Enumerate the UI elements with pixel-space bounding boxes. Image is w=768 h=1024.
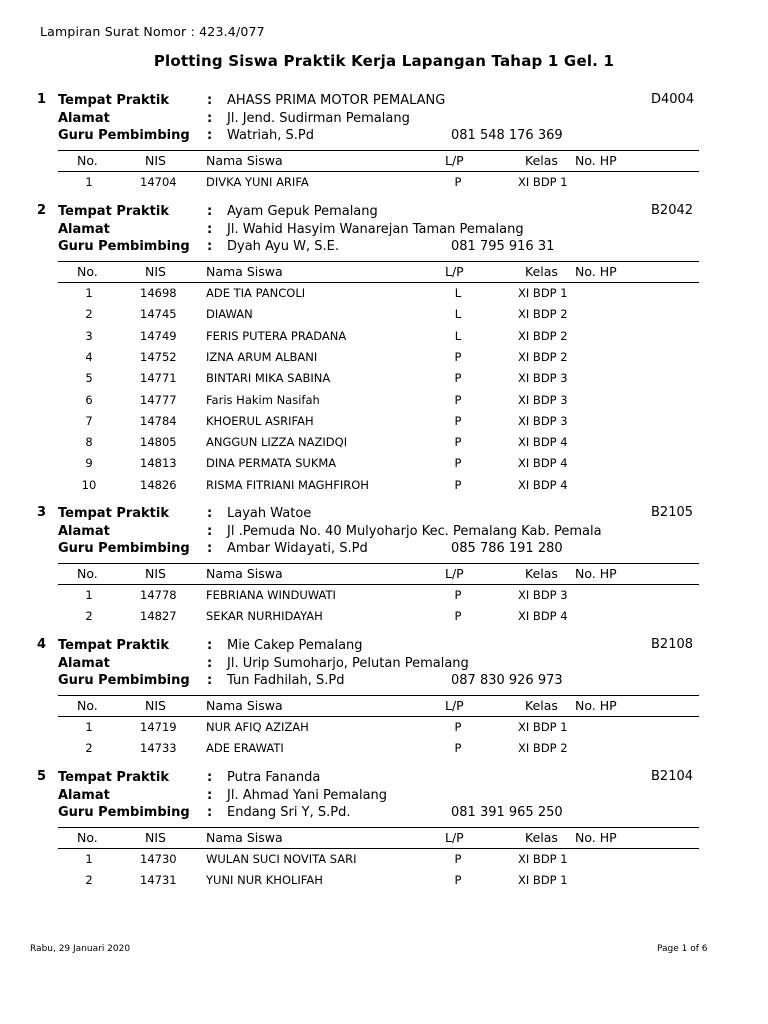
student-name: ADE TIA PANCOLI: [206, 286, 306, 300]
tempat-praktik-label: Tempat Praktik: [58, 93, 169, 108]
group-number: 2: [37, 203, 47, 218]
column-header-hp: No. HP: [575, 566, 617, 581]
colon: :: [207, 638, 213, 653]
column-header-lp: L/P: [445, 566, 464, 581]
column-header-nis: NIS: [145, 566, 166, 581]
column-header-nama: Nama Siswa: [206, 566, 283, 581]
alamat-value: Jl. Jend. Sudirman Pemalang: [227, 110, 410, 126]
column-header-no: No.: [77, 698, 98, 713]
table-row: [0, 435, 768, 453]
student-class: XI BDP 3: [518, 371, 568, 386]
tempat-praktik-value: Layah Watoe: [227, 506, 312, 521]
guru-pembimbing-label: Guru Pembimbing: [58, 805, 190, 820]
colon: :: [207, 93, 213, 108]
student-gender: P: [454, 873, 462, 888]
colon: :: [207, 541, 213, 556]
student-nis: 14777: [140, 392, 177, 407]
guru-pembimbing-value: Tun Fadhilah, S.Pd: [227, 673, 345, 688]
column-header-no: No.: [77, 153, 98, 168]
guru-pembimbing-value: Ambar Widayati, S.Pd: [227, 541, 368, 556]
tempat-praktik-value: Ayam Gepuk Pemalang: [227, 204, 378, 219]
student-class: XI BDP 4: [518, 609, 568, 624]
table-row: [0, 456, 768, 474]
student-gender: P: [454, 371, 462, 386]
table-row: [0, 350, 768, 368]
student-gender: P: [454, 477, 462, 492]
alamat-line: [0, 523, 768, 540]
student-nis: 14826: [140, 477, 177, 492]
student-no: 8: [85, 435, 93, 450]
group-number: 3: [37, 505, 47, 520]
student-gender: P: [454, 456, 462, 471]
student-gender: P: [454, 392, 462, 407]
column-header-lp: L/P: [445, 698, 464, 713]
guru-pembimbing-line: [0, 672, 768, 689]
colon: :: [207, 805, 213, 820]
student-gender: P: [454, 588, 462, 602]
student-gender: P: [454, 175, 462, 189]
table-row: [0, 175, 768, 193]
student-no: 4: [85, 349, 93, 364]
group-number: 5: [37, 769, 47, 784]
student-name: DIAWAN: [206, 307, 253, 322]
student-class: XI BDP 1: [518, 873, 568, 888]
table-row: [0, 588, 768, 606]
student-class: XI BDP 3: [518, 588, 568, 602]
alamat-label: Alamat: [58, 523, 110, 539]
guru-pembimbing-label: Guru Pembimbing: [58, 673, 190, 688]
student-no: 10: [81, 477, 97, 492]
student-no: 1: [85, 720, 93, 734]
student-nis: 14771: [140, 371, 177, 386]
column-header-nis: NIS: [145, 830, 166, 845]
student-name: Faris Hakim Nasifah: [206, 392, 320, 407]
alamat-line: [0, 787, 768, 804]
student-gender: P: [454, 720, 462, 734]
student-gender: P: [454, 435, 462, 450]
student-name: IZNA ARUM ALBANI: [206, 349, 318, 364]
student-name: ADE ERAWATI: [206, 741, 284, 756]
column-header-kelas: Kelas: [525, 153, 558, 168]
table-row: [0, 371, 768, 389]
student-class: XI BDP 1: [518, 286, 568, 300]
student-name: SEKAR NURHIDAYAH: [206, 609, 323, 624]
table-header: [58, 695, 699, 717]
student-no: 9: [85, 456, 93, 471]
student-name: KHOERUL ASRIFAH: [206, 413, 314, 428]
student-no: 6: [85, 392, 93, 407]
alamat-value: Jl. Urip Sumoharjo, Pelutan Pemalang: [227, 655, 469, 671]
guru-phone: 081 391 965 250: [451, 805, 563, 820]
tempat-praktik-label: Tempat Praktik: [58, 506, 169, 521]
guru-phone: 081 548 176 369: [451, 128, 563, 143]
student-no: 2: [85, 609, 93, 624]
column-header-hp: No. HP: [575, 698, 617, 713]
student-no: 2: [85, 307, 93, 322]
tempat-praktik-line: [0, 203, 768, 220]
colon: :: [207, 128, 213, 143]
alamat-label: Alamat: [58, 110, 110, 126]
tempat-praktik-value: Mie Cakep Pemalang: [227, 638, 363, 653]
student-class: XI BDP 3: [518, 413, 568, 428]
table-row: [0, 478, 768, 496]
group-code: B2042: [651, 203, 694, 218]
table-header: [58, 827, 699, 849]
column-header-lp: L/P: [445, 264, 464, 279]
column-header-nis: NIS: [145, 264, 166, 279]
student-no: 1: [85, 588, 93, 602]
student-class: XI BDP 4: [518, 477, 568, 492]
column-header-nis: NIS: [145, 698, 166, 713]
student-name: FERIS PUTERA PRADANA: [206, 328, 347, 343]
student-name: BINTARI MIKA SABINA: [206, 371, 331, 386]
guru-phone: 081 795 916 31: [451, 239, 555, 254]
alamat-value: Jl. Ahmad Yani Pemalang: [227, 787, 388, 803]
student-class: XI BDP 2: [518, 741, 568, 756]
column-header-nis: NIS: [145, 153, 166, 168]
column-header-nama: Nama Siswa: [206, 830, 283, 845]
table-row: [0, 873, 768, 891]
table-row: [0, 329, 768, 347]
student-name: FEBRIANA WINDUWATI: [206, 588, 336, 602]
table-row: [0, 393, 768, 411]
column-header-hp: No. HP: [575, 830, 617, 845]
student-gender: P: [454, 609, 462, 624]
guru-pembimbing-value: Dyah Ayu W, S.E.: [227, 239, 339, 254]
page-title: Plotting Siswa Praktik Kerja Lapangan Tahap 1 Gel. 1: [153, 52, 615, 70]
guru-pembimbing-line: [0, 238, 768, 255]
guru-pembimbing-line: [0, 127, 768, 144]
column-header-hp: No. HP: [575, 264, 617, 279]
student-nis: 14749: [140, 328, 177, 343]
guru-pembimbing-line: [0, 540, 768, 557]
tempat-praktik-line: [0, 505, 768, 522]
guru-phone: 085 786 191 280: [451, 541, 563, 556]
letter-reference: Lampiran Surat Nomor : 423.4/077: [40, 24, 265, 39]
student-class: XI BDP 1: [518, 720, 568, 734]
guru-pembimbing-value: Watriah, S.Pd: [227, 128, 314, 143]
guru-pembimbing-label: Guru Pembimbing: [58, 239, 190, 254]
student-class: XI BDP 3: [518, 392, 568, 407]
column-header-kelas: Kelas: [525, 698, 558, 713]
student-gender: L: [454, 307, 462, 322]
student-no: 5: [85, 371, 93, 386]
table-row: [0, 307, 768, 325]
alamat-line: [0, 110, 768, 127]
student-no: 1: [85, 852, 93, 866]
group-code: D4004: [651, 92, 695, 107]
table-header: [58, 563, 699, 585]
tempat-praktik-line: [0, 637, 768, 654]
student-name: RISMA FITRIANI MAGHFIROH: [206, 477, 369, 492]
column-header-no: No.: [77, 830, 98, 845]
footer-page-number: Page 1 of 6: [657, 944, 708, 954]
table-header: [58, 261, 699, 283]
table-row: [0, 286, 768, 304]
student-nis: 14813: [140, 456, 177, 471]
student-gender: P: [454, 413, 462, 428]
student-gender: P: [454, 852, 462, 866]
table-header: [58, 150, 699, 172]
colon: :: [207, 655, 213, 671]
student-class: XI BDP 1: [518, 852, 568, 866]
group-code: B2108: [651, 637, 694, 652]
student-class: XI BDP 2: [518, 307, 568, 322]
alamat-line: [0, 655, 768, 672]
student-nis: 14733: [140, 741, 177, 756]
student-class: XI BDP 2: [518, 349, 568, 364]
tempat-praktik-label: Tempat Praktik: [58, 770, 169, 785]
student-class: XI BDP 4: [518, 435, 568, 450]
column-header-nama: Nama Siswa: [206, 264, 283, 279]
group-code: B2105: [651, 505, 694, 520]
group-number: 4: [37, 637, 47, 652]
student-nis: 14805: [140, 435, 177, 450]
guru-pembimbing-label: Guru Pembimbing: [58, 541, 190, 556]
group-number: 1: [37, 92, 47, 107]
tempat-praktik-value: Putra Fananda: [227, 770, 321, 785]
colon: :: [207, 110, 213, 126]
student-no: 2: [85, 873, 93, 888]
tempat-praktik-line: [0, 769, 768, 786]
alamat-label: Alamat: [58, 655, 110, 671]
colon: :: [207, 204, 213, 219]
colon: :: [207, 523, 213, 539]
tempat-praktik-label: Tempat Praktik: [58, 204, 169, 219]
student-nis: 14730: [140, 852, 177, 866]
student-nis: 14827: [140, 609, 177, 624]
table-row: [0, 852, 768, 870]
student-nis: 14745: [140, 307, 177, 322]
column-header-lp: L/P: [445, 153, 464, 168]
colon: :: [207, 787, 213, 803]
column-header-hp: No. HP: [575, 153, 617, 168]
table-row: [0, 414, 768, 432]
column-header-lp: L/P: [445, 830, 464, 845]
colon: :: [207, 673, 213, 688]
student-nis: 14698: [140, 286, 177, 300]
student-nis: 14784: [140, 413, 177, 428]
student-gender: P: [454, 741, 462, 756]
student-nis: 14731: [140, 873, 177, 888]
student-gender: P: [454, 349, 462, 364]
guru-pembimbing-label: Guru Pembimbing: [58, 128, 190, 143]
student-name: DIVKA YUNI ARIFA: [206, 175, 309, 189]
student-no: 7: [85, 413, 93, 428]
student-no: 3: [85, 328, 93, 343]
student-no: 1: [85, 286, 93, 300]
table-row: [0, 609, 768, 627]
tempat-praktik-value: AHASS PRIMA MOTOR PEMALANG: [227, 93, 446, 108]
table-row: [0, 720, 768, 738]
student-gender: L: [454, 328, 462, 343]
column-header-no: No.: [77, 264, 98, 279]
column-header-nama: Nama Siswa: [206, 153, 283, 168]
table-row: [0, 741, 768, 759]
guru-pembimbing-line: [0, 804, 768, 821]
column-header-nama: Nama Siswa: [206, 698, 283, 713]
column-header-kelas: Kelas: [525, 830, 558, 845]
alamat-label: Alamat: [58, 787, 110, 803]
student-gender: L: [454, 286, 462, 300]
tempat-praktik-label: Tempat Praktik: [58, 638, 169, 653]
student-name: WULAN SUCI NOVITA SARI: [206, 852, 357, 866]
colon: :: [207, 239, 213, 254]
student-name: NUR AFIQ AZIZAH: [206, 720, 309, 734]
student-class: XI BDP 1: [518, 175, 568, 189]
alamat-value: Jl. Wahid Hasyim Wanarejan Taman Pemalang: [227, 221, 524, 237]
student-name: ANGGUN LIZZA NAZIDQI: [206, 435, 348, 450]
student-nis: 14704: [140, 175, 177, 189]
alamat-label: Alamat: [58, 221, 110, 237]
student-no: 2: [85, 741, 93, 756]
student-class: XI BDP 2: [518, 328, 568, 343]
column-header-kelas: Kelas: [525, 264, 558, 279]
group-code: B2104: [651, 769, 694, 784]
student-nis: 14752: [140, 349, 177, 364]
student-nis: 14719: [140, 720, 177, 734]
guru-phone: 087 830 926 973: [451, 673, 563, 688]
student-no: 1: [85, 175, 93, 189]
alamat-value: Jl .Pemuda No. 40 Mulyoharjo Kec. Pemalang Kab. Pemala: [227, 523, 602, 539]
column-header-kelas: Kelas: [525, 566, 558, 581]
alamat-line: [0, 221, 768, 238]
column-header-no: No.: [77, 566, 98, 581]
colon: :: [207, 770, 213, 785]
student-nis: 14778: [140, 588, 177, 602]
tempat-praktik-line: [0, 92, 768, 109]
student-name: DINA PERMATA SUKMA: [206, 456, 337, 471]
student-class: XI BDP 4: [518, 456, 568, 471]
footer-date: Rabu, 29 Januari 2020: [30, 944, 131, 954]
colon: :: [207, 506, 213, 521]
colon: :: [207, 221, 213, 237]
guru-pembimbing-value: Endang Sri Y, S.Pd.: [227, 805, 351, 820]
student-name: YUNI NUR KHOLIFAH: [206, 873, 323, 888]
